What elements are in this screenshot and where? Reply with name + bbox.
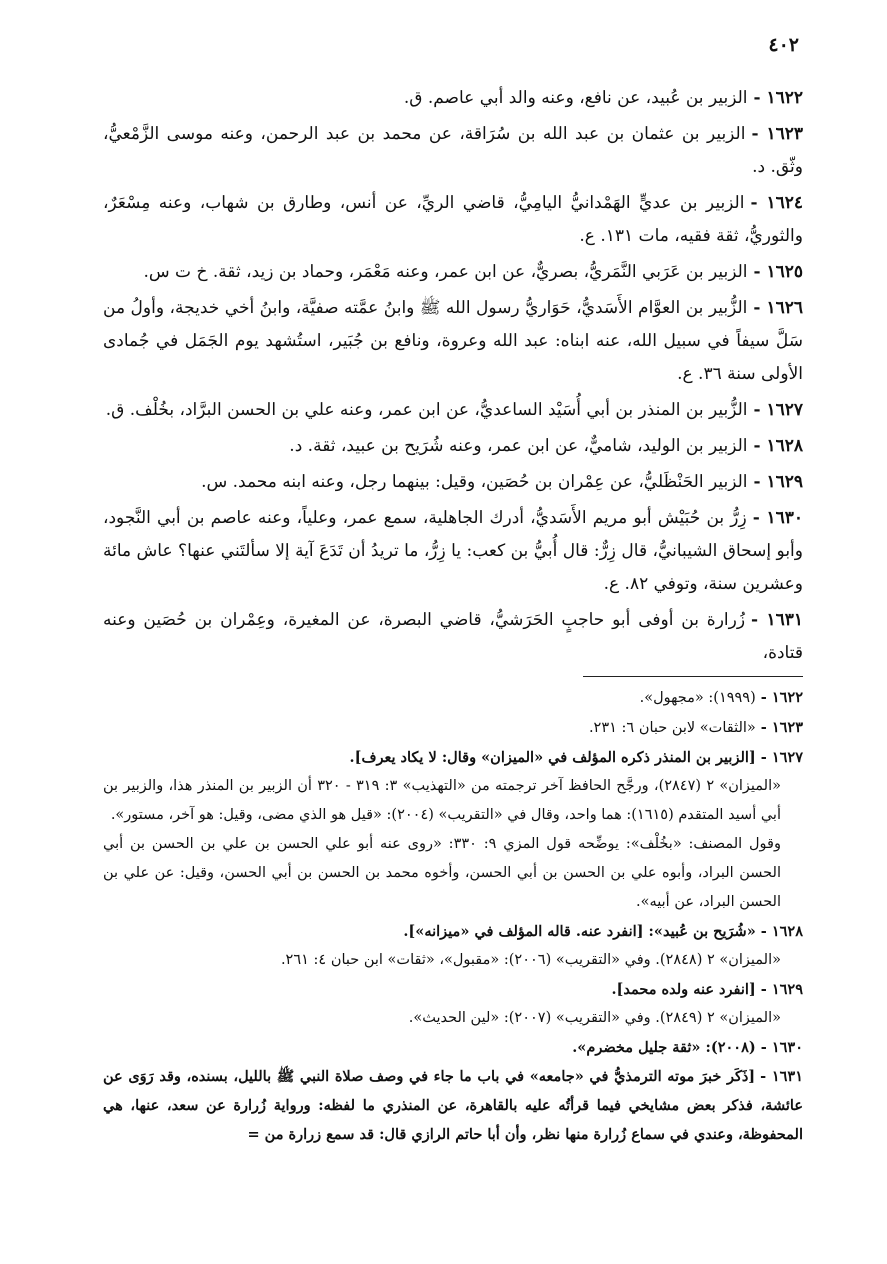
footnote-text: «الثقات» لابن حبان ٦: ٢٣١. (588, 720, 756, 736)
footnote (103, 975, 803, 1033)
entry (103, 82, 803, 115)
footnote-head (103, 917, 803, 946)
footnote (103, 713, 803, 743)
entry (103, 466, 803, 499)
entry-text: الزبير الحَنْظَليُّ، عن عِمْران بن حُصَين، وقيل: بينهما رجل، وعنه ابنه محمد. س. (201, 472, 748, 492)
footnote-number: ١٦٣٠ - (760, 1039, 803, 1056)
entry (103, 394, 803, 427)
footnote-text: «شُرَيح بن عُبيد»: [انفرد عنه. قاله المؤلف في «ميزانه»]. (403, 923, 756, 940)
entry-number: ١٦٣٠ - (752, 508, 803, 528)
entry-number: ١٦٢٤ - (750, 193, 803, 213)
entry-number: ١٦٢٦ - (753, 298, 803, 318)
footnote-number: ١٦٢٨ - (760, 923, 803, 940)
entry-number: ١٦٣١ - (751, 610, 803, 630)
biography-entries (103, 82, 803, 673)
footnote (103, 683, 803, 713)
entry (103, 292, 803, 391)
footnote-text: [الزبير بن المنذر ذكره المؤلف في «الميزان» وقال: لا يكاد يعرف]. (349, 749, 756, 766)
footnote-head (103, 683, 803, 713)
entry (103, 502, 803, 601)
entry (103, 187, 803, 253)
footnote (103, 1062, 803, 1149)
entry-text: زِرُّ بن حُبَيْش أبو مريم الأَسَديُّ، أدرك الجاهلية، سمع عمر، وعلياً، وعنه عاصم بن أبي النَّجود، وأبو إسحاق الشيبانيُّ، قال زِرٌّ: قال أُبيُّ بن كعب: يا زِرُّ، ما تريدُ أن تَدَعَ آية إلا سألتَني عنها؟ عاش مائة وعشرين سنة، وتوفي ٨٢. ع. (103, 508, 803, 594)
footnote-head (103, 975, 803, 1004)
footnote-head (103, 743, 803, 772)
entry-number: ١٦٢٥ - (753, 262, 803, 282)
entry-number: ١٦٢٩ - (753, 472, 803, 492)
footnote-head (103, 713, 803, 743)
footnote-divider (583, 676, 803, 677)
entry (103, 256, 803, 289)
page-number: ٤٠٢ (768, 34, 799, 56)
entry-text: الزبير بن عثمان بن عبد الله بن سُرَاقة، عن محمد بن عبد الرحمن، وعنه موسى الزَّمْعيُّ، وثّق. د. (103, 124, 803, 177)
footnote-number: ١٦٣١ - (760, 1068, 803, 1085)
footnote-head (103, 1062, 803, 1149)
entry-text: الزبير بن عُبيد، عن نافع، وعنه والد أبي عاصم. ق. (403, 88, 748, 108)
entry-text: الزبير بن الوليد، شاميٌّ، عن ابن عمر، وعنه شُرَيح بن عبيد، ثقة. د. (289, 436, 748, 456)
entry-number: ١٦٢٧ - (753, 400, 803, 420)
footnote (103, 1033, 803, 1062)
footnote (103, 917, 803, 975)
entry (103, 430, 803, 463)
footnote-text: (١٩٩٩): «مجهول». (639, 690, 756, 706)
footnote-body: «الميزان» ٢ (٢٨٤٨). وفي «التقريب» (٢٠٠٦): «مقبول»، «ثقات» ابن حبان ٤: ٢٦١. (280, 952, 781, 968)
entry (103, 118, 803, 184)
footnote-body: «الميزان» ٢ (٢٨٤٧)، ورجَّح الحافظ آخر ترجمته من «التهذيب» ٣: ٣١٩ - ٣٢٠ أن الزبير بن المنذر هذا، والزبير بن أبي أسيد المتقدم (١٦١٥): هما واحد، وقال في «التقريب» (٢٠٠٤): «قيل هو الذي مضى، وقيل: هو آخر، مستور». (103, 778, 781, 823)
footnote-text: [انفرد عنه ولده محمد]. (611, 981, 756, 998)
footnote-body: وقول المصنف: «بخُلْف»: يوضِّحه قول المزي ٩: ٣٣٠: «روى عنه أبو علي الحسن بن علي بن الحسن بن أبي الحسن البراد، وأبوه علي بن الحسن بن أبي الحسن، وأخوه محمد بن الحسن بن أبي الحسن، وقيل: عن علي بن الحسن البراد، عن أبيه». (103, 836, 781, 910)
entry-number: ١٦٢٨ - (753, 436, 803, 456)
entry-text: الزُّبير بن المنذر بن أبي أُسَيْد الساعديُّ، عن ابن عمر، وعنه علي بن الحسن البرَّاد، بخُلْف. ق. (105, 400, 748, 420)
entry (103, 604, 803, 670)
footnote-number: ١٦٢٣ - (760, 719, 803, 736)
entry-text: الزبير بن عَرَبي النَّمَريُّ، بصريٌّ، عن ابن عمر، وعنه مَعْمَر، وحماد بن زيد، ثقة. خ ت س. (143, 262, 748, 282)
entry-text: زُرارة بن أوفى أبو حاجبٍ الحَرَشيُّ، قاضي البصرة، عن المغيرة، وعِمْران بن حُصَين وعنه قتادة، (103, 610, 803, 663)
entry-number: ١٦٢٣ - (751, 124, 803, 144)
footnote (103, 743, 803, 917)
entry-text: الزبير بن عديٍّ الهَمْدانيُّ اليامِيُّ، قاضي الريِّ، عن أنس، وطارق بن شهاب، وعنه مِسْعَرٌ، والثوريُّ، ثقة فقيه، مات ١٣١. ع. (103, 193, 803, 246)
footnote-body: «الميزان» ٢ (٢٨٤٩). وفي «التقريب» (٢٠٠٧): «لين الحديث». (408, 1010, 781, 1026)
footnote-head (103, 1033, 803, 1062)
footnote-number: ١٦٢٩ - (760, 981, 803, 998)
footnote-text: (٢٠٠٨): «ثقة جليل مخضرم». (572, 1039, 756, 1056)
footnote-number: ١٦٢٧ - (760, 749, 803, 766)
entry-number: ١٦٢٢ - (753, 88, 803, 108)
footnote-text: [ذَكَر خبرَ موته الترمذيُّ في «جامعه» في باب ما جاء في وصف صلاة النبي ﷺ بالليل، بسنده، وقد رَوَى عن عائشة، فذكر بعض مشايخي فيما قرأتُه عليه بالقاهرة، عن المنذري ما لفظه: ورواية زُرارة عن سعد، عنها، هي المحفوظة، وعندي في سماع زُرارة منها نظر، وأن أبا حاتم الرازي قال: قد سمع زرارة من = (103, 1068, 803, 1143)
footnote-number: ١٦٢٢ - (760, 689, 803, 706)
footnotes (103, 683, 803, 1149)
entry-text: الزُّبير بن العوَّام الأَسَديُّ، حَوَاريُّ رسول الله ﷺ وابنُ عمَّته صفيَّة، وابنُ أخي خديجة، وأولُ من سَلَّ سيفاً في سبيل الله، عنه ابناه: عبد الله وعروة، ونافع بن جُبَير، استُشهد يوم الجَمَل في جُمادى الأولى سنة ٣٦. ع. (103, 298, 803, 384)
